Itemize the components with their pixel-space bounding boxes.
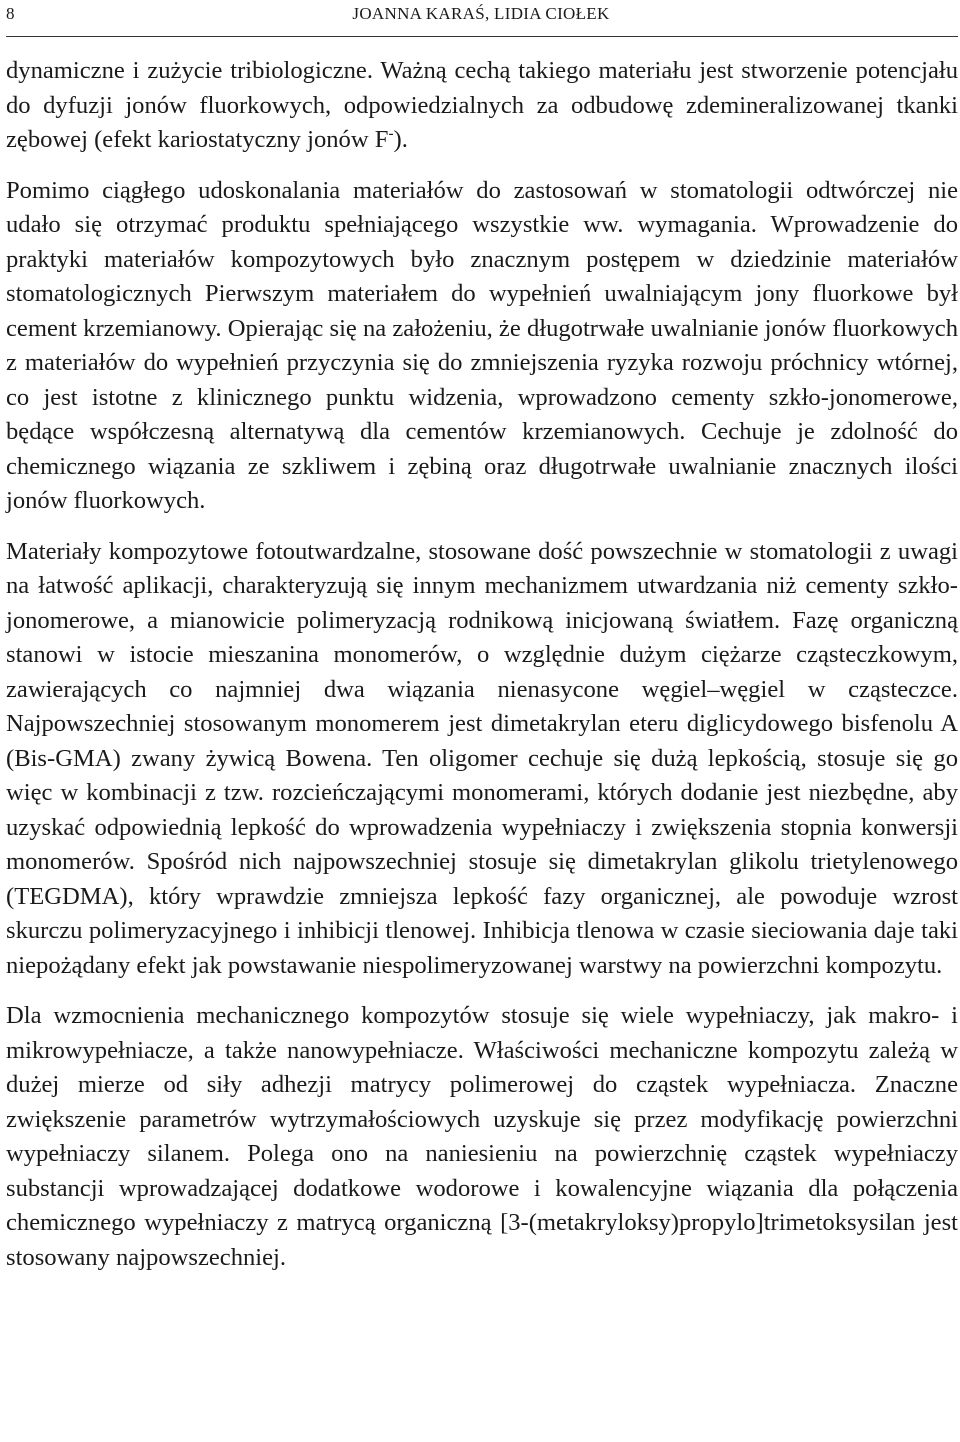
- paragraph-1-end: ).: [393, 126, 408, 153]
- header-rule: [6, 36, 958, 37]
- paragraph-3: Materiały kompozytowe fotoutwardzalne, stosowane dość powszechnie w stomatologii z uwagi na łatwość aplikacji, charakteryzują się innym mechanizmem utwardzania niż cementy szkło-jonomerowe, a mianowicie polimeryzacją rodnikową inicjowaną światłem. Fazę organiczną stanowi w istocie mieszanina monomerów, o względnie dużym ciężarze cząsteczkowym, zawierających co najmniej dwa wiązania nienasycone węgiel–węgiel w cząsteczce. Najpowszechniej stosowanym monomerem jest dimetakrylan eteru diglicydowego bisfenolu A (Bis-GMA) zwany żywicą Bowena. Ten oligomer cechuje się dużą lepkością, stosuje się go więc w kombinacji z tzw. rozcieńczającymi monomerami, których dodanie jest niezbędne, aby uzyskać odpowiednią lepkość do wprowadzenia wypełniaczy i zwiększenia stopnia konwersji monomerów. Spośród nich najpowszechniej stosuje się dimetakrylan glikolu trietylenowego (TEGDMA), który wprawdzie zmniejsza lepkość fazy organicznej, ale powoduje wzrost skurczu polimeryzacyjnego i inhibicji tlenowej. Inhibicja tlenowa w czasie sieciowania daje taki niepożądany efekt jak powstawanie niespolimeryzowanej warstwy na powierzchni kompozytu.: [6, 537, 958, 979]
- article-body: [6, 54, 958, 1291]
- running-header-authors: JOANNA KARAŚ, LIDIA CIOŁEK: [352, 4, 610, 23]
- paragraph-1: [6, 54, 958, 158]
- fluoride-charge-superscript: -: [388, 124, 394, 142]
- page-number: 8: [6, 4, 15, 23]
- paragraph-2: Pomimo ciągłego udoskonalania materiałów do zastosowań w stomatologii odtwórczej nie udało się otrzymać produktu spełniającego wszystkie ww. wymagania. Wprowadzenie do praktyki materiałów kompozytowych było znacznym postępem w dziedzinie materiałów stomatologicznych Pierwszym materiałem do wypełnień uwalniającym jony fluorkowe był cement krzemianowy. Opierając się na założeniu, że długotrwałe uwalnianie jonów fluorkowych z materiałów do wypełnień przyczynia się do zmniejszenia ryzyka rozwoju próchnicy wtórnej, co jest istotne z klinicznego punktu widzenia, wprowadzono cementy szkło-jonomerowe, będące współczesną alternatywą dla cementów krzemianowych. Cechuje je zdolność do chemicznego wiązania ze szkliwem i zębiną oraz długotrwałe uwalnianie znacznych ilości jonów fluorkowych.: [6, 176, 958, 514]
- paragraph-1-text: dynamiczne i zużycie tribiologiczne. Ważną cechą takiego materiału jest stworzenie potencjału do dyfuzji jonów fluorkowych, odpowiedzialnych za odbudowę zdemineralizowanej tkanki zębowej (efekt kariostatyczny jonów F: [6, 57, 958, 153]
- paragraph-4: Dla wzmocnienia mechanicznego kompozytów stosuje się wiele wypełniaczy, jak makro- i mikrowypełniacze, a także nanowypełniacze. Właściwości mechaniczne kompozytu zależą w dużej mierze od siły adhezji matrycy polimerowej do cząstek wypełniacza. Znaczne zwiększenie parametrów wytrzymałościowych uzyskuje się przez modyfikację powierzchni wypełniaczy silanem. Polega ono na naniesieniu na powierzchnię cząstek wypełniaczy substancji wprowadzającej dodatkowe wodorowe i kowalencyjne wiązania dla połączenia chemicznego wypełniaczy z matrycą organiczną [3-(metakryloksy)propylo]trimetoksysilan jest stosowany najpowszechniej.: [6, 1002, 958, 1271]
- running-header: [6, 2, 956, 32]
